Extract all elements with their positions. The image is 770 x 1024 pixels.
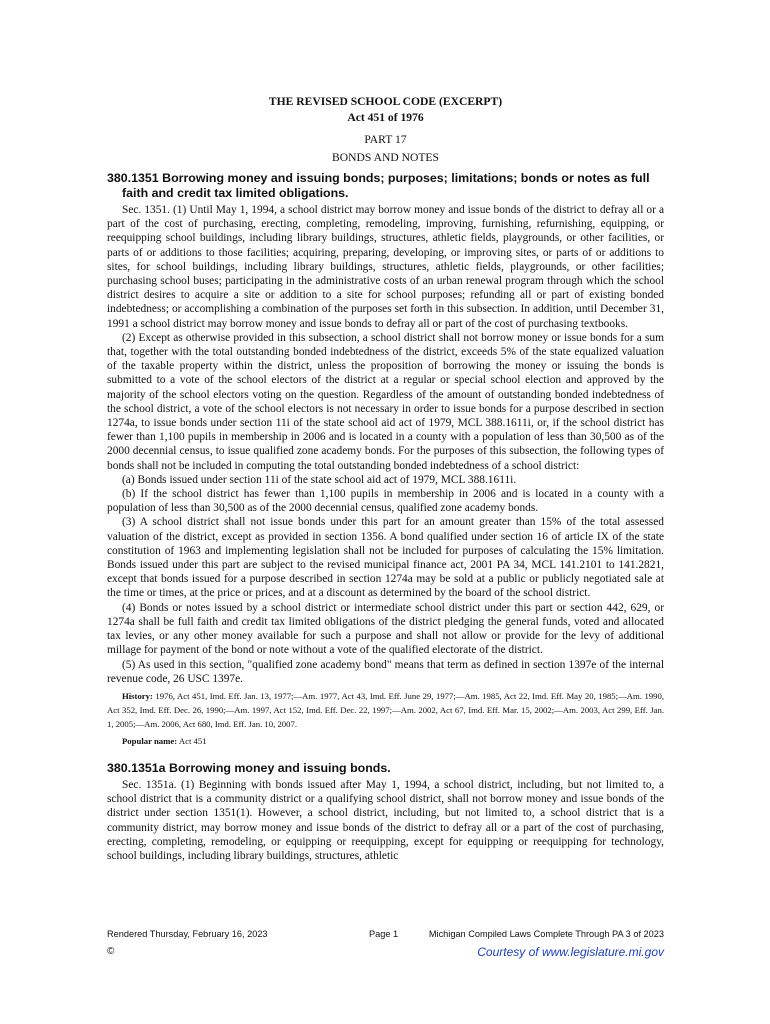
popular-name-text: Act 451 <box>178 735 207 746</box>
popular-name-label: Popular name: <box>122 735 178 746</box>
section-paragraph: (a) Bonds issued under section 11i of the state school aid act of 1979, MCL 388.1611i. <box>122 473 517 486</box>
history-text: 1976, Act 451, Imd. Eff. Jan. 13, 1977;—Am. 1977, Act 43, Imd. Eff. June 29, 1977;—Am. 1985, Act 22, Imd. Eff. May 20, 1985;—Am. 1990, Act 352, Imd. Eff. Dec. 26, 1990;—Am. 1997, Act 152, Imd. Eff. Dec. 22, 1997;—Am. 2002, Act 67, Imd. Eff. Mar. 15, 2002;—Am. 2003, Act 299, Eff. Jan. 1, 2005;—Am. 2006, Act 680, Imd. Eff. Jan. 10, 2007. <box>107 690 664 729</box>
act-number: Act 451 of 1976 <box>347 111 424 124</box>
popular-name-note <box>107 734 664 748</box>
part-name: BONDS AND NOTES <box>332 151 439 164</box>
compiled-laws-note: Michigan Compiled Laws Complete Through PA 3 of 2023 <box>428 929 664 939</box>
section-paragraph: Sec. 1351. (1) Until May 1, 1994, a school district may borrow money and issue bonds of the district to defray all or a part of the cost of purchasing, erecting, completing, remodeling, improving, furnishing, refurnishing, equipping, or reequipping school buildings, including library buildings, structures, athletic fields, playgrounds, or other facilities, or parts of or additions to those facilities; acquiring, preparing, developing, or improving sites, or parts of or additions to sites, for school buildings, including library buildings, structures, athletic fields, playgrounds, or other facilities; purchasing school buses; participating in the administrative costs of an urban renewal program through which the school district desires to acquire a site or addition to a site for school purposes; refunding all or part of existing bonded indebtedness; or accomplishing a combination of the purposes set forth in this subsection. In addition, until December 31, 1991 a school district may borrow money and issue bonds to defray all or part of the cost of purchasing textbooks. <box>107 204 664 330</box>
section-paragraph: Sec. 1351a. (1) Beginning with bonds issued after May 1, 1994, a school district, including, but not limited to, a school district that is a community district or a qualifying school district, shall not borrow money and issue bonds of the district under section 1351(1). However, a school district, including, but not limited to, a school district that is a community district, may borrow money and issue bonds of the district to defray all or a part of the cost of purchasing, erecting, completing, remodeling, or equipping or reequipping, except for equipping or reequipping for technology, school buildings, including library buildings, structures, athletic <box>107 778 664 862</box>
section-paragraph: (3) A school district shall not issue bonds under this part for an amount greater than 15% of the total assessed valuation of the district, except as provided in section 1356. A bond qualified under section 16 of article IX of the state constitution of 1963 and implementing legislation shall not be included for purposes of calculating the 15% limitation. Bonds issued under this part are subject to the revised municipal finance act, 2001 PA 34, MCL 141.2101 to 141.2821, except that bonds issued for a purpose described in section 1274a may be sold at a public or publicly negotiated sale at the time or times, at the price or prices, and at a discount as determined by the board of the school district. <box>107 516 664 600</box>
page-footer <box>107 929 664 963</box>
rendered-date: Rendered Thursday, February 16, 2023 <box>107 929 268 939</box>
section-heading: 380.1351 Borrowing money and issuing bonds; purposes; limitations; bonds or notes as full faith and credit tax limited obligations. <box>107 171 650 200</box>
document-title: THE REVISED SCHOOL CODE (EXCERPT) <box>268 95 503 108</box>
history-label: History: <box>122 690 153 701</box>
history-note <box>107 689 664 731</box>
page-number: Page 1 <box>369 929 399 939</box>
section-paragraph: (5) As used in this section, "qualified zone academy bond" means that term as defined in section 1397e of the internal revenue code, 26 USC 1397e. <box>107 658 664 685</box>
courtesy-link[interactable]: Courtesy of www.legislature.mi.gov <box>477 945 664 959</box>
section-380-1351 <box>107 171 664 748</box>
section-paragraph: (b) If the school district has fewer than 1,100 pupils in membership in 2006 and is located in a county with a population of less than 30,500 as of the 2000 decennial census, qualified zone academy bonds. <box>107 488 664 515</box>
part-number: PART 17 <box>364 133 407 146</box>
section-paragraph: (2) Except as otherwise provided in this subsection, a school district shall not borrow money or issue bonds for a sum that, together with the total outstanding bonded indebtedness of the district, exceeds 5% of the state equalized valuation of the taxable property within the district, unless the proposition of borrowing the money or issuing the bonds is submitted to a vote of the school electors of the district at a regular or special school election and approved by the majority of the school electors voting on the question. Regardless of the amount of outstanding bonded indebtedness of the school district, a vote of the school electors is not necessary in order to issue bonds for a purpose described in section 1274a, to issue bonds under section 11i of the state school aid act of 1979, MCL 388.1611i, or, if the school district has fewer than 1,100 pupils in membership in 2006 and is located in a county with a population of less than 30,500 as of the 2000 decennial census, to issue qualified zone academy bonds. For the purposes of this subsection, the following types of bonds shall not be included in computing the total outstanding bonded indebtedness of a school district: <box>107 331 664 472</box>
section-heading: 380.1351a Borrowing money and issuing bonds. <box>107 760 391 775</box>
copyright-symbol: © <box>107 946 115 957</box>
section-paragraph: (4) Bonds or notes issued by a school district or intermediate school district under this part or section 442, 629, or 1274a shall be full faith and credit tax limited obligations of the district pledging the general funds, voted and allocated tax levies, or any other money available for such a purpose and shall not allow or provide for the levy of additional millage for payment of the bond or note without a vote of the qualified electorate of the district. <box>107 601 664 657</box>
section-380-1351a <box>107 761 664 863</box>
